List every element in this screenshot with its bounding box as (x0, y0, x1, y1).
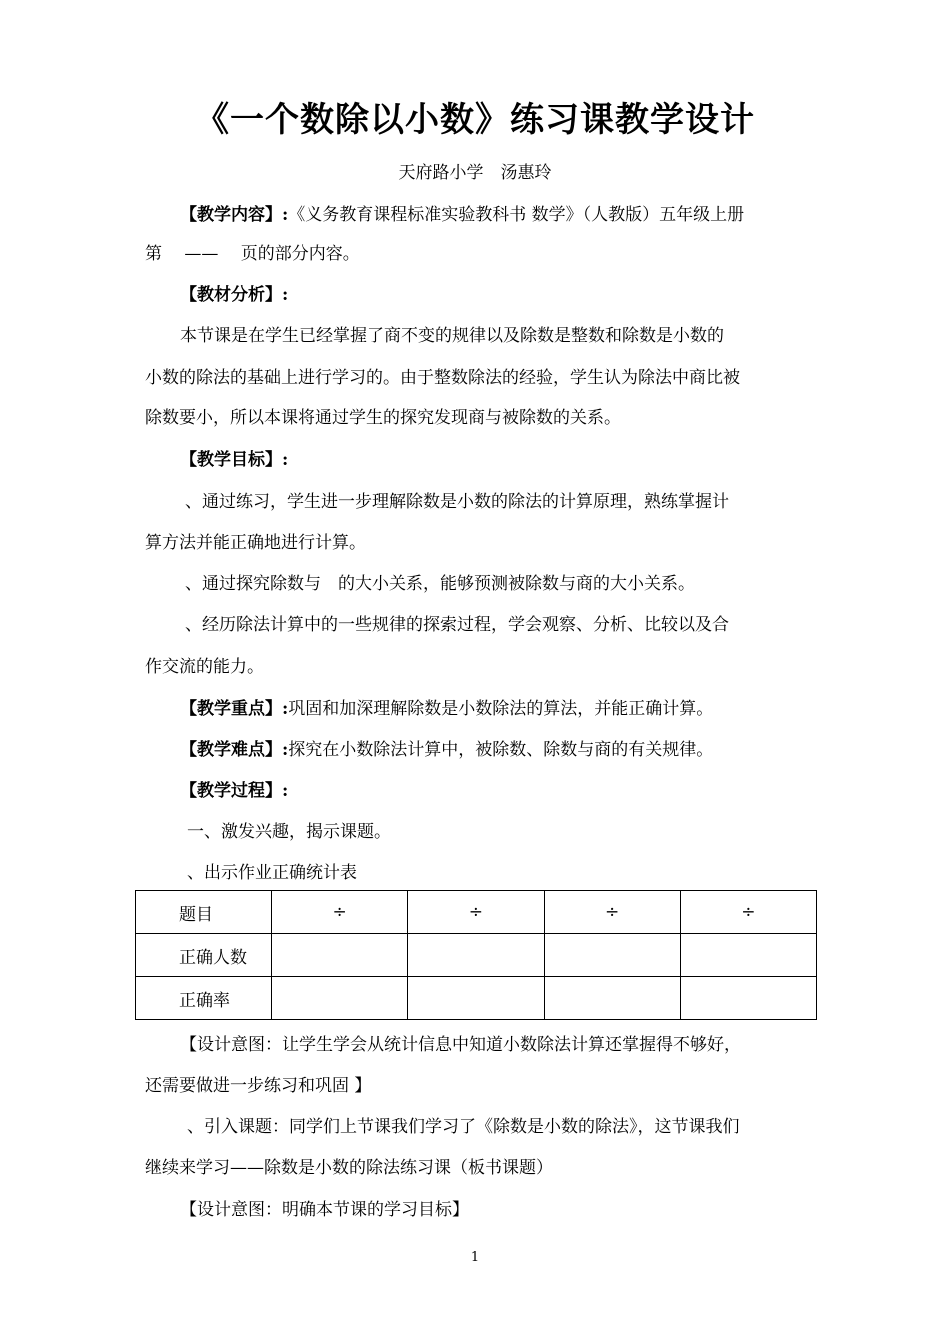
table-cell (680, 977, 816, 1020)
stats-table (135, 890, 817, 1020)
content-text: 《义务教育课程标准实验教科书 数学》（人教版）五年级上册 (288, 205, 745, 225)
table-cell (272, 977, 408, 1020)
difficulty-line (180, 738, 713, 762)
table-row (136, 891, 817, 934)
table-cell (544, 934, 680, 977)
goal-1-line-2: 算方法并能正确地进行计算。 (145, 533, 366, 553)
key-point-text: 巩固和加深理解除数是小数除法的算法，并能正确计算。 (288, 699, 714, 719)
document-title: 《一个数除以小数》练习课教学设计 (195, 100, 755, 140)
key-point-label: 【教学重点】: (180, 699, 289, 719)
table-cell (680, 934, 816, 977)
key-point-line (180, 697, 713, 721)
goal-2: 、通过探究除数与 的大小关系，能够预测被除数与商的大小关系。 (185, 574, 695, 594)
table-cell (272, 934, 408, 977)
content-line-2: 第 —— 页的部分内容。 (145, 244, 360, 264)
goal-3-line-2: 作交流的能力。 (145, 657, 264, 677)
goal-3-line-1: 、经历除法计算中的一些规律的探索过程，学会观察、分析、比较以及合 (185, 615, 729, 635)
table-cell (408, 934, 544, 977)
table-cell (408, 977, 544, 1020)
difficulty-text: 探究在小数除法计算中，被除数、除数与商的有关规律。 (288, 740, 714, 760)
table-row (136, 977, 817, 1020)
process-label: 【教学过程】: (180, 781, 289, 801)
table-cell: 正确人数 (136, 934, 272, 977)
analysis-line-2: 小数的除法的基础上进行学习的。由于整数除法的经验，学生认为除法中商比被 (145, 368, 740, 388)
table-cell: ÷ (272, 891, 408, 934)
table-cell: ÷ (680, 891, 816, 934)
goal-1-line-1: 、通过练习，学生进一步理解除数是小数的除法的计算原理，熟练掌握计 (185, 492, 729, 512)
content-line-1 (180, 203, 744, 227)
analysis-line-3: 除数要小，所以本课将通过学生的探究发现商与被除数的关系。 (145, 408, 621, 428)
goals-label: 【教学目标】: (180, 450, 289, 470)
difficulty-label: 【教学难点】: (180, 740, 289, 760)
intro-line-1: 、引入课题：同学们上节课我们学习了《除数是小数的除法》，这节课我们 (187, 1117, 740, 1137)
table-cell: 题目 (136, 891, 272, 934)
intro-line-2: 继续来学习——除数是小数的除法练习课（板书课题） (145, 1158, 553, 1178)
design-intent-2: 【设计意图：明确本节课的学习目标】 (180, 1200, 469, 1220)
table-cell: 正确率 (136, 977, 272, 1020)
author-line: 天府路小学 汤惠玲 (398, 163, 552, 183)
table-row (136, 934, 817, 977)
design-intent-1-line-1: 【设计意图：让学生学会从统计信息中知道小数除法计算还掌握得不够好， (180, 1035, 741, 1055)
content-label: 【教学内容】: (180, 205, 289, 225)
design-intent-1-line-2: 还需要做进一步练习和巩固 】 (145, 1076, 372, 1096)
process-sub-1: 、出示作业正确统计表 (187, 863, 357, 883)
analysis-line-1: 本节课是在学生已经掌握了商不变的规律以及除数是整数和除数是小数的 (180, 326, 724, 346)
table-cell: ÷ (408, 891, 544, 934)
process-step-1: 一、激发兴趣，揭示课题。 (187, 822, 391, 842)
table-cell (544, 977, 680, 1020)
analysis-label: 【教材分析】: (180, 285, 289, 305)
table-cell: ÷ (544, 891, 680, 934)
page-number: 1 (470, 1250, 480, 1265)
